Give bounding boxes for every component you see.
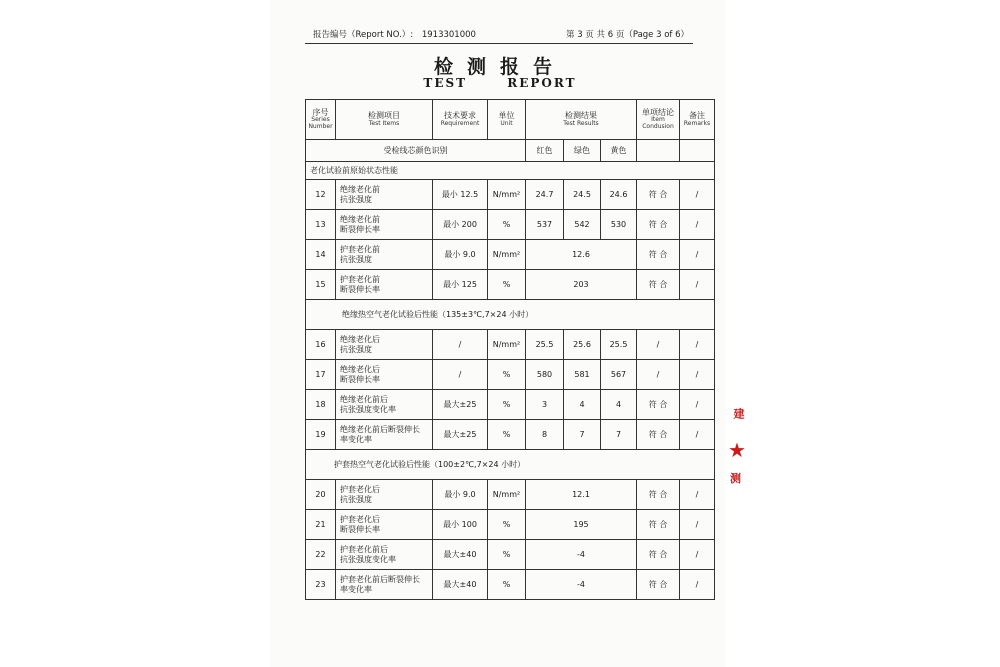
color-yellow: 黄色 (601, 140, 637, 162)
row-item (336, 480, 433, 510)
row-remark: / (680, 510, 715, 540)
color-green: 绿色 (564, 140, 601, 162)
row-result-yellow: 24.6 (601, 180, 637, 210)
row-no: 16 (306, 330, 336, 360)
col-req (433, 100, 488, 140)
row-conclusion: 符 合 (637, 210, 680, 240)
row-item (336, 270, 433, 300)
row-item-line1: 护套老化后 (340, 515, 380, 525)
row-item (336, 510, 433, 540)
section-title: 护套热空气老化试验后性能（100±2℃,7×24 小时） (306, 450, 715, 480)
table-row (306, 480, 715, 510)
row-item (336, 360, 433, 390)
row-conclusion: 符 合 (637, 270, 680, 300)
row-item-line2: 断裂伸长率 (340, 284, 380, 294)
col-req-cn: 技术要求 (444, 111, 476, 121)
row-unit: N/mm² (488, 240, 526, 270)
col-concl (637, 100, 680, 140)
row-no: 15 (306, 270, 336, 300)
row-item-line1: 绝缘老化后 (340, 335, 380, 345)
table-row (306, 420, 715, 450)
row-req: 最小 200 (433, 210, 488, 240)
col-unit-cn: 单位 (498, 111, 515, 121)
row-item (336, 390, 433, 420)
section-title: 老化试验前原始状态性能 (306, 162, 715, 180)
row-result: 195 (526, 510, 637, 540)
table-row (306, 210, 715, 240)
row-remark: / (680, 210, 715, 240)
table-row (306, 240, 715, 270)
row-req: 最大±25 (433, 420, 488, 450)
report-table (305, 99, 715, 600)
row-item-line2: 抗张强度 (340, 344, 372, 354)
stamp-text-bottom: 测 (730, 472, 741, 485)
row-unit: % (488, 210, 526, 240)
row-item-line2: 抗张强度变化率 (340, 554, 396, 564)
section-row (306, 300, 715, 330)
row-item (336, 330, 433, 360)
row-result: 12.1 (526, 480, 637, 510)
row-req: 最大±40 (433, 570, 488, 600)
row-remark: / (680, 480, 715, 510)
row-no: 14 (306, 240, 336, 270)
row-item-line1: 绝缘老化前 (340, 185, 380, 195)
row-req: 最小 100 (433, 510, 488, 540)
table-row (306, 270, 715, 300)
row-conclusion: 符 合 (637, 180, 680, 210)
row-result-yellow: 25.5 (601, 330, 637, 360)
row-item (336, 240, 433, 270)
section-title: 绝缘热空气老化试验后性能（135±3℃,7×24 小时） (306, 300, 715, 330)
row-req: 最小 125 (433, 270, 488, 300)
color-red: 红色 (526, 140, 564, 162)
row-req: 最大±25 (433, 390, 488, 420)
col-remark (680, 100, 715, 140)
table-header-row (306, 100, 715, 140)
row-req: 最小 9.0 (433, 240, 488, 270)
row-no: 13 (306, 210, 336, 240)
color-row-empty (637, 140, 680, 162)
color-row-empty (680, 140, 715, 162)
row-result-green: 542 (564, 210, 601, 240)
row-result-yellow: 7 (601, 420, 637, 450)
row-result: 203 (526, 270, 637, 300)
row-item-line1: 绝缘老化前后断裂伸长 (340, 425, 420, 435)
row-result-red: 24.7 (526, 180, 564, 210)
row-conclusion: / (637, 330, 680, 360)
row-item-line1: 绝缘老化后 (340, 365, 380, 375)
row-unit: N/mm² (488, 330, 526, 360)
report-number-label: 报告编号（Report NO.）: (313, 30, 414, 40)
table-row (306, 360, 715, 390)
row-result-green: 7 (564, 420, 601, 450)
col-seq-en1: Series (311, 116, 330, 124)
row-result: 12.6 (526, 240, 637, 270)
row-item-line1: 护套老化前 (340, 275, 380, 285)
row-remark: / (680, 390, 715, 420)
row-remark: / (680, 540, 715, 570)
row-unit: % (488, 540, 526, 570)
row-result-red: 8 (526, 420, 564, 450)
report-number (313, 28, 476, 40)
row-unit: % (488, 510, 526, 540)
row-req: 最小 9.0 (433, 480, 488, 510)
table-row (306, 510, 715, 540)
col-remark-cn: 备注 (689, 111, 705, 121)
row-no: 18 (306, 390, 336, 420)
col-result-cn: 检测结果 (565, 111, 597, 121)
row-item-line1: 护套老化后 (340, 485, 380, 495)
row-item-line2: 断裂伸长率 (340, 374, 380, 384)
col-item-cn: 检测项目 (368, 111, 400, 121)
row-result-red: 580 (526, 360, 564, 390)
row-req: 最小 12.5 (433, 180, 488, 210)
row-remark: / (680, 420, 715, 450)
color-row (306, 140, 715, 162)
row-result-red: 25.5 (526, 330, 564, 360)
row-item (336, 180, 433, 210)
row-unit: % (488, 360, 526, 390)
row-result-yellow: 530 (601, 210, 637, 240)
row-result-green: 581 (564, 360, 601, 390)
row-item-line2: 率变化率 (340, 434, 372, 444)
row-item-line2: 断裂伸长率 (340, 524, 380, 534)
row-conclusion: 符 合 (637, 420, 680, 450)
col-item (336, 100, 433, 140)
col-concl-en1: Item (651, 116, 665, 124)
row-item-line1: 绝缘老化前 (340, 215, 380, 225)
row-item (336, 420, 433, 450)
col-seq-cn: 序号 (312, 108, 329, 118)
row-item-line2: 率变化率 (340, 584, 372, 594)
row-item (336, 570, 433, 600)
row-conclusion: 符 合 (637, 480, 680, 510)
row-item-line1: 护套老化前后断裂伸长 (340, 575, 420, 585)
col-seq (306, 100, 336, 140)
row-item-line2: 抗张强度 (340, 494, 372, 504)
row-remark: / (680, 180, 715, 210)
col-concl-en2: Condusion (642, 123, 674, 131)
row-remark: / (680, 270, 715, 300)
row-remark: / (680, 330, 715, 360)
row-item-line1: 绝缘老化前后 (340, 395, 388, 405)
page-info: 第 3 页 共 6 页（Page 3 of 6） (566, 30, 690, 40)
row-unit: % (488, 390, 526, 420)
row-remark: / (680, 240, 715, 270)
col-seq-en2: Number (308, 123, 333, 131)
report-number-value: 1913301000 (421, 30, 476, 40)
row-item (336, 210, 433, 240)
row-req: 最大±40 (433, 540, 488, 570)
col-item-en: Test Items (368, 119, 400, 127)
row-result-green: 4 (564, 390, 601, 420)
row-conclusion: 符 合 (637, 540, 680, 570)
row-req: / (433, 330, 488, 360)
row-conclusion: 符 合 (637, 510, 680, 540)
row-item-line2: 抗张强度 (340, 194, 372, 204)
row-no: 17 (306, 360, 336, 390)
seal-stamp (728, 408, 748, 508)
section-row (306, 450, 715, 480)
row-unit: % (488, 270, 526, 300)
col-concl-cn: 单项结论 (642, 108, 674, 118)
section-row (306, 162, 715, 180)
table-row (306, 390, 715, 420)
row-remark: / (680, 570, 715, 600)
row-no: 22 (306, 540, 336, 570)
row-result: -4 (526, 570, 637, 600)
row-no: 21 (306, 510, 336, 540)
row-conclusion: 符 合 (637, 240, 680, 270)
row-item-line1: 护套老化前 (340, 245, 380, 255)
col-unit-en: Unit (500, 119, 513, 127)
col-unit (488, 100, 526, 140)
table-row (306, 180, 715, 210)
row-unit: N/mm² (488, 180, 526, 210)
row-result-green: 25.6 (564, 330, 601, 360)
row-item-line2: 抗张强度变化率 (340, 404, 396, 414)
row-req: / (433, 360, 488, 390)
row-no: 20 (306, 480, 336, 510)
row-no: 23 (306, 570, 336, 600)
row-unit: % (488, 570, 526, 600)
title-en: TEST REPORT (423, 76, 577, 90)
table-row (306, 570, 715, 600)
row-result-red: 537 (526, 210, 564, 240)
table-row (306, 330, 715, 360)
row-result-green: 24.5 (564, 180, 601, 210)
row-no: 12 (306, 180, 336, 210)
row-unit: % (488, 420, 526, 450)
row-result-red: 3 (526, 390, 564, 420)
header-rule (305, 43, 693, 44)
title-cn: 检测报告 (433, 56, 566, 78)
row-item-line2: 抗张强度 (340, 254, 372, 264)
row-result-yellow: 4 (601, 390, 637, 420)
row-no: 19 (306, 420, 336, 450)
color-row-label: 受检线芯颜色识别 (306, 140, 526, 162)
row-result-yellow: 567 (601, 360, 637, 390)
row-remark: / (680, 360, 715, 390)
row-conclusion: 符 合 (637, 390, 680, 420)
col-result (526, 100, 637, 140)
col-req-en: Requirement (440, 119, 480, 127)
row-result: -4 (526, 540, 637, 570)
stamp-text-top: 建 (732, 408, 745, 419)
row-conclusion: 符 合 (637, 570, 680, 600)
row-item-line1: 护套老化前后 (340, 545, 388, 555)
row-item-line2: 断裂伸长率 (340, 224, 380, 234)
col-result-en: Test Results (563, 119, 599, 127)
star-icon: ★ (728, 438, 746, 462)
row-unit: N/mm² (488, 480, 526, 510)
row-item (336, 540, 433, 570)
row-conclusion: / (637, 360, 680, 390)
col-remark-en: Remarks (683, 119, 711, 127)
table-row (306, 540, 715, 570)
